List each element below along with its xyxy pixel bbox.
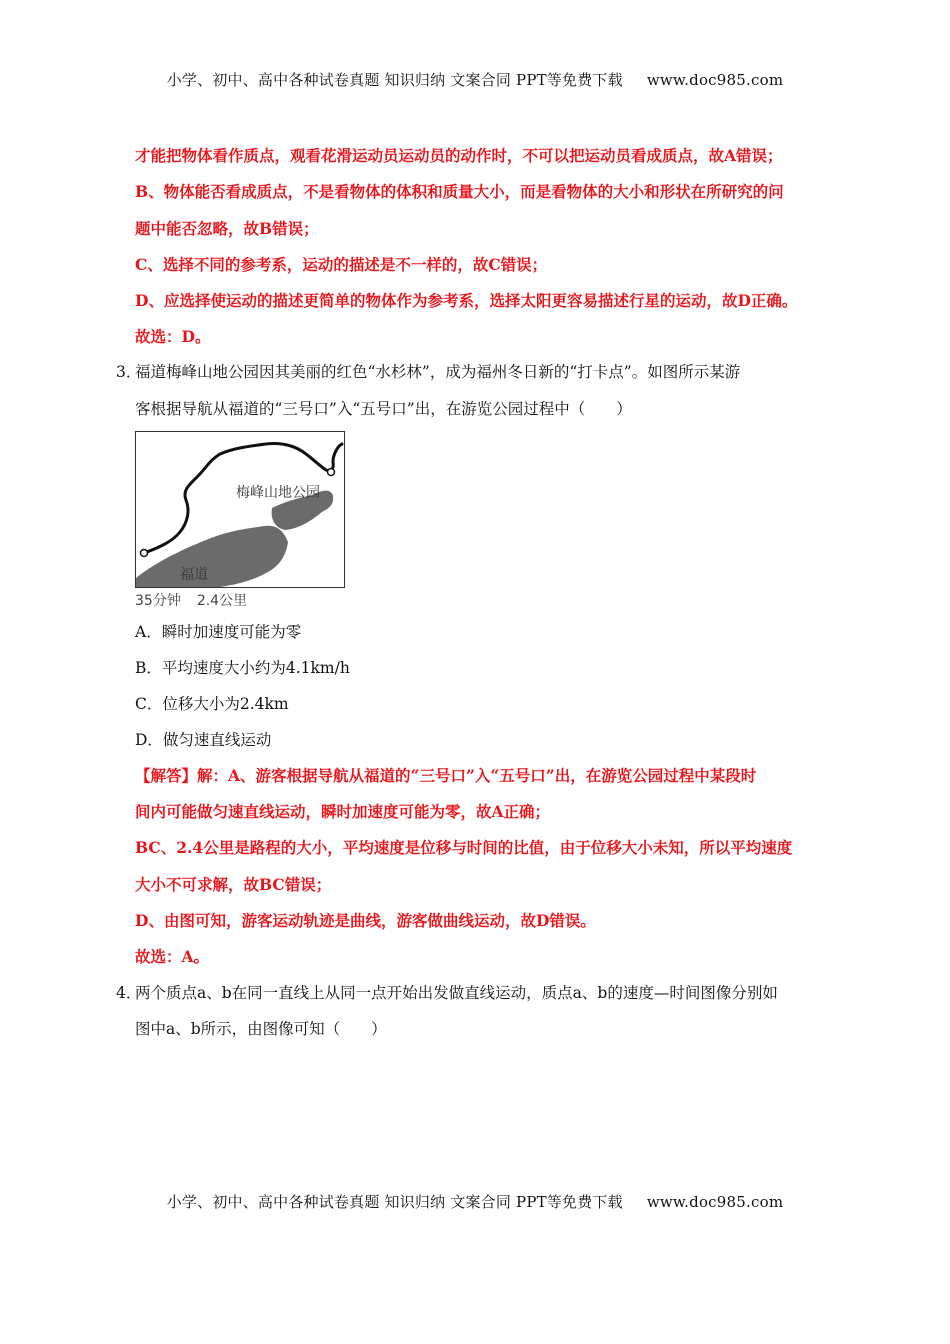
q3-answer-line-5: D、由图可知，游客运动轨迹是曲线，游客做曲线运动，故D错误。 (135, 911, 596, 930)
q4-stem-line-2: 图中a、b所示，由图像可知（ ） (135, 1020, 387, 1038)
prev-answer-line-5: D、应选择使运动的描述更简单的物体作为参考系，选择太阳更容易描述行星的运动，故D正确。 (135, 291, 798, 310)
header-text: 小学、初中、高中各种试卷真题 知识归纳 文案合同 PPT等免费下载 (166, 71, 623, 89)
prev-answer-line-6: 故选：D。 (135, 327, 211, 346)
q3-stem-line-2: 客根据导航从福道的“三号口”入“五号口”出，在游览公园过程中（ ） (135, 400, 632, 418)
fudao-land-shape (136, 526, 288, 588)
prev-answer-line-1: 才能把物体看作质点，观看花滑运动员运动员的动作时，不可以把运动员看成质点，故A错误； (135, 146, 783, 165)
map-label-park: 梅峰山地公园 (236, 485, 320, 501)
answer-tag: 【解答】 (135, 766, 198, 785)
q3-answer-line-1 (135, 766, 756, 786)
route-end-marker (328, 469, 335, 476)
q3-answer-line-2: 间内可能做匀速直线运动，瞬时加速度可能为零，故A正确； (135, 802, 551, 821)
map-caption (135, 590, 263, 610)
caption-distance: 2.4公里 (196, 593, 248, 609)
q3-answer-line-4: 大小不可求解，故BC错误； (135, 875, 332, 894)
footer-site: www.doc985.com (646, 1193, 784, 1211)
q3-option-d: D．做匀速直线运动 (135, 731, 272, 749)
page-footer (0, 1191, 950, 1212)
q4-stem-line-1: 两个质点a、b在同一直线上从同一点开始出发做直线运动，质点a、b的速度—时间图像分别如 (135, 984, 778, 1002)
route-start-marker (141, 550, 148, 557)
q3-answer-line-3: BC、2.4公里是路程的大小，平均速度是位移与时间的比值，由于位移大小未知，所以平均速度 (135, 838, 793, 857)
q3-answer-line-6: 故选：A。 (135, 947, 210, 966)
q3-route-map (135, 431, 345, 588)
answer-text-1: 解：A、游客根据导航从福道的“三号口”入“五号口”出，在游览公园过程中某段时 (197, 766, 757, 785)
route-map-drawing (136, 432, 345, 588)
caption-time: 35分钟 (135, 593, 181, 609)
q3-option-c: C．位移大小为2.4km (135, 695, 289, 713)
footer-text: 小学、初中、高中各种试卷真题 知识归纳 文案合同 PPT等免费下载 (166, 1193, 623, 1211)
prev-answer-line-2: B、物体能否看成质点，不是看物体的体积和质量大小，而是看物体的大小和形状在所研究的问 (135, 182, 784, 201)
map-label-road: 福道 (180, 567, 208, 583)
q3-stem-line-1: 福道梅峰山地公园因其美丽的红色“水杉林”，成为福州冬日新的“打卡点”。如图所示某游 (135, 363, 741, 381)
prev-answer-line-3: 题中能否忽略，故B错误； (135, 219, 319, 238)
q3-option-b: B．平均速度大小约为4.1km/h (135, 659, 350, 677)
page-header (0, 69, 950, 90)
prev-answer-line-4: C、选择不同的参考系，运动的描述是不一样的，故C错误； (135, 255, 548, 274)
header-site: www.doc985.com (646, 71, 784, 89)
q3-option-a: A．瞬时加速度可能为零 (135, 623, 302, 641)
q3-number: 3． (116, 363, 142, 381)
q4-number: 4． (116, 984, 142, 1002)
